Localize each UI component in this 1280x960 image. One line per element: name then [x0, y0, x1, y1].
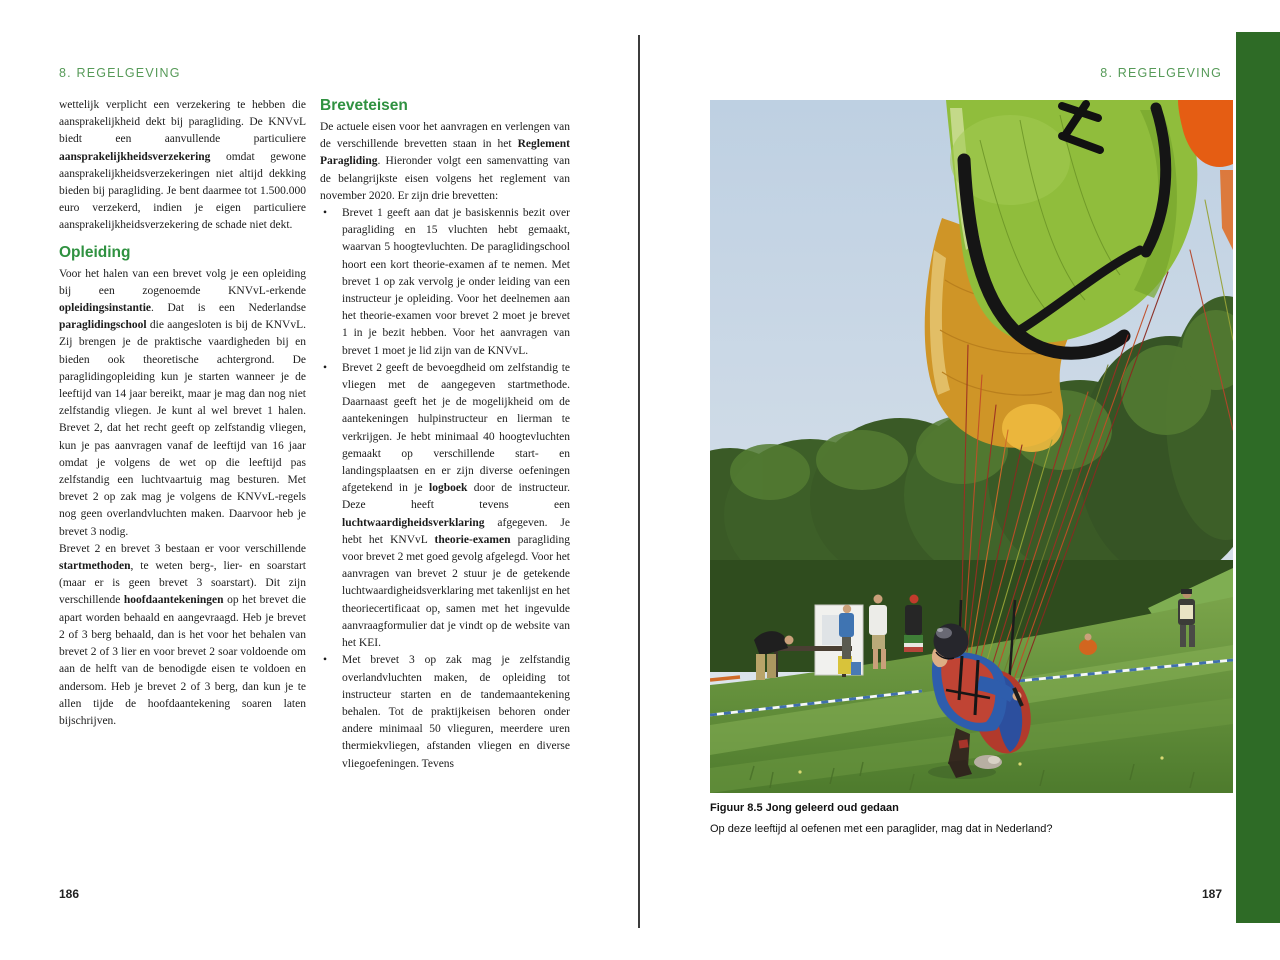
- paragliding-photo-illustration: [710, 100, 1233, 793]
- paragraph-opleiding: Voor het halen van een brevet volg je een opleiding bij een zogenoemde KNVvL-erkende opleidingsinstantie. Dat is een Nederlandse paraglidingschool die aangesloten is bij de KNVvL. Zij brengen je de praktische vaardigheden bij en bieden ook theoretische achtergrond. De paraglidingopleiding kun je starten wanneer je de leeftijd van 14 jaar bereikt, maar je mag dan nog niet zelfstandig vliegen. Je kunt al wel brevet 1 halen. Brevet 2, dat het recht geeft op zelfstandig vliegen, kun je pas aanvragen vanaf de leeftijd van 16 jaar omdat je volgens de wet op die leeftijd pas zelfstandig een luchtvaartuig mag besturen. Met brevet 2 op zak mag je volgens de KNVvL-regels nog geen overlandvluchten maken. Daarvoor heb je brevet 3 nodig.: [59, 267, 306, 538]
- left-page-column-2: [320, 97, 570, 773]
- page-divider-rule: [638, 35, 640, 928]
- left-page-column-1: [59, 97, 306, 730]
- figure-photo: [710, 100, 1233, 793]
- chapter-tab-bar: [1236, 32, 1280, 923]
- figure-caption-text: Op deze leeftijd al oefenen met een paraglider, mag dat in Nederland?: [710, 823, 1053, 835]
- page-number-left: 186: [59, 887, 80, 901]
- page-number-right: 187: [1201, 887, 1222, 901]
- figure-caption-title: Figuur 8.5 Jong geleerd oud gedaan: [710, 802, 899, 814]
- paragraph-breveteisen-intro: De actuele eisen voor het aanvragen en verlengen van de verschillende brevetten staan in het Reglement Paragliding. Hieronder volgt een samenvatting van de belangrijkste eisen volgens het reglement van november 2020. Er zijn drie brevetten:: [320, 121, 570, 202]
- paragraph-insurance: wettelijk verplicht een verzekering te hebben die aansprakelijkheid dekt bij paragliding. De KNVvL biedt een aanvullende particuliere aansprakelijkheidsverzekering omdat gewone aansprakelijkheidsverzekeringen niet altijd dekking bieden bij paragliding. Je bent daarmee tot 1.500.000 euro verzekerd, indien je eigen particuliere aansprakelijkheidsverzekering de schade niet dekt.: [59, 99, 306, 232]
- paragraph-startmethoden: Brevet 2 en brevet 3 bestaan er voor verschillende startmethoden, te weten berg-, lier- en soarstart (maar er is geen brevet 3 soarstart). Dit zijn verschillende hoofdaantekeningen op het brevet die apart worden behaald en aangevraagd. Heb je brevet 2 of 3 berg behaald, dan is het voor het behalen van brevet 2 of 3 lier en voor brevet 2 soar voldoende om aan de helft van de benodigde eisen te voldoen en andersom. Heb je brevet 2 of 3 berg, dan kun je te allen tijde de hoofdaantekening soaren laten bijschrijven.: [59, 542, 306, 727]
- running-header-left: 8. REGELGEVING: [59, 66, 181, 80]
- bullet-brevet-1: • Brevet 1 geeft aan dat je basiskennis bezit over paragliding en 15 vluchten hebt gemaakt, waarvan 5 hoogtevluchten. De paraglidingschool hoort een kort theorie-examen af te nemen. Met brevet 1 op zak vervolg je onder leiding van een instructeur je opleiding. Voor het deelnemen aan het theorie-examen voor brevet 2 moet je brevet 1 in je bezit hebben. Voor het aanvragen van brevet 1 moet je lid zijn van de KNVvL.: [320, 205, 570, 360]
- bullet-brevet-3: • Met brevet 3 op zak mag je zelfstandig overlandvluchten maken, de opleiding tot instructeur starten en de tandemaantekening behalen. Tot de praktijkeisen behoren onder andere minimaal 50 vlieguren, meerdere uren thermiekvliegen, afstanden vliegen en diverse vliegoefeningen. Tevens: [320, 652, 570, 772]
- bullet-brevet-2: • Brevet 2 geeft de bevoegdheid om zelfstandig te vliegen met de aangegeven startmethode. Daarnaast geeft het je de mogelijkheid om de aantekeningen hulpinstructeur en lierman te verkrijgen. Je hebt minimaal 40 hoogtevluchten gemaakt op verschillende start- en landingsplaatsen en er zijn diverse oefeningen afgetekend in je logboek door de instructeur. Deze heeft tevens een luchtwaardigheidsverklaring afgegeven. Je hebt het KNVvL theorie-examen paragliding voor brevet 2 met goed gevolg afgelegd. Voor het aanvragen van brevet 2 stuur je de getekende luchtwaardigheidsverklaring met takenlijst en het theoriecertificaat op, samen met het ingevulde aanvraagformulier dat je vindt op de website van het KEI.: [320, 360, 570, 652]
- section-heading-opleiding: Opleiding: [59, 243, 131, 261]
- brevet-bullet-list: [320, 205, 570, 773]
- running-header-right: 8. REGELGEVING: [1100, 66, 1222, 80]
- figure-caption: [710, 801, 1210, 836]
- section-heading-breveteisen: Breveteisen: [320, 97, 408, 114]
